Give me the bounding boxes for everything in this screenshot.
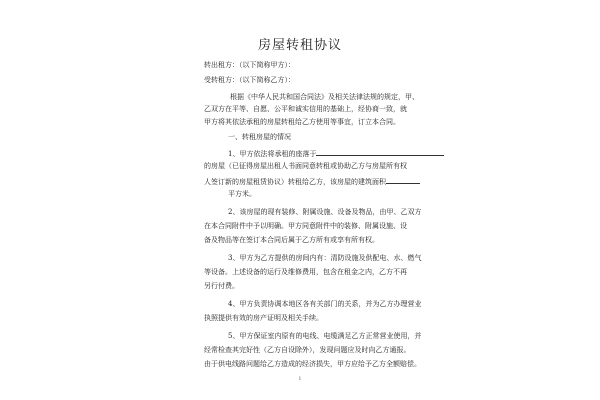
area-blank [386,176,420,184]
address-blank [316,148,444,156]
clause-4-line-1: 4、甲方负责协调本地区各有关部门的关系，并为乙方办理营业 [228,300,422,308]
section-heading-1: 一、转租房屋的情况 [228,133,291,141]
clause-1-line-2 [204,176,420,187]
clause-2-line-1: 2、该房屋的现有装修、附属设施、设备及物品，由甲、乙双方 [228,208,422,216]
clause-5-line-3: 由于供电线路问题给乙方造成的经济损失，甲方应给予乙方全额赔偿。 [204,360,421,368]
clause-1-line-2-text: 人签订新的房屋租赁协议）转租给乙方，该房屋的建筑面积 [204,178,386,186]
page-number: 1 [298,376,302,382]
clause-1-lead [228,148,444,159]
party-a-line: 转出租方：（以下简称甲方）： [204,61,295,69]
clause-3-line-3: 另行付费。 [204,282,239,290]
clause-2-line-2: 在本合同附件中予以明确。甲方同意附件中的装修、附属设施、设 [204,222,407,230]
clause-5-line-2: 经常检查其完好性（乙方自设除外），发现问题应及时向乙方通报。 [204,346,411,354]
party-b-line: 受转租方：（以下简称乙方）： [204,76,295,84]
clause-1-line-1: 的房屋（已征得房屋出租人书面同意转租或协助乙方与房屋所有权 [204,162,407,170]
intro-line-3: 甲方将其依法承租的房屋转租给乙方使用等事宜，订立本合同。 [204,118,400,126]
clause-3-line-2: 等设备。上述设备的运行及维修费用，包含在租金之内，乙方不再 [204,268,407,276]
clause-1-unit: 平方米。 [228,190,256,198]
document-title: 房屋转租协议 [257,38,342,53]
clause-2-line-3: 备及物品等在签订本合同后属于乙方所有或享有所有权。 [204,236,379,244]
intro-line-1: 根据《中华人民共和国合同法》及相关法律法规的规定，甲、 [230,93,419,101]
intro-line-2: 乙双方在平等、自愿、公平和诚实信用的基础上，经协商一致，就 [204,105,407,113]
clause-5-line-1: 5、甲方保证室内原有的电线、电缆满足乙方正常营业使用，并 [228,332,422,340]
clause-4-line-2: 执照提供有效的房产证明及相关手续。 [204,314,323,322]
clause-3-line-1: 3、甲方为乙方提供的房间内有：清防设施及供配电、水、燃气 [228,254,422,262]
clause-1-lead-text: 1、甲方依法将承租的座落于 [228,150,317,158]
